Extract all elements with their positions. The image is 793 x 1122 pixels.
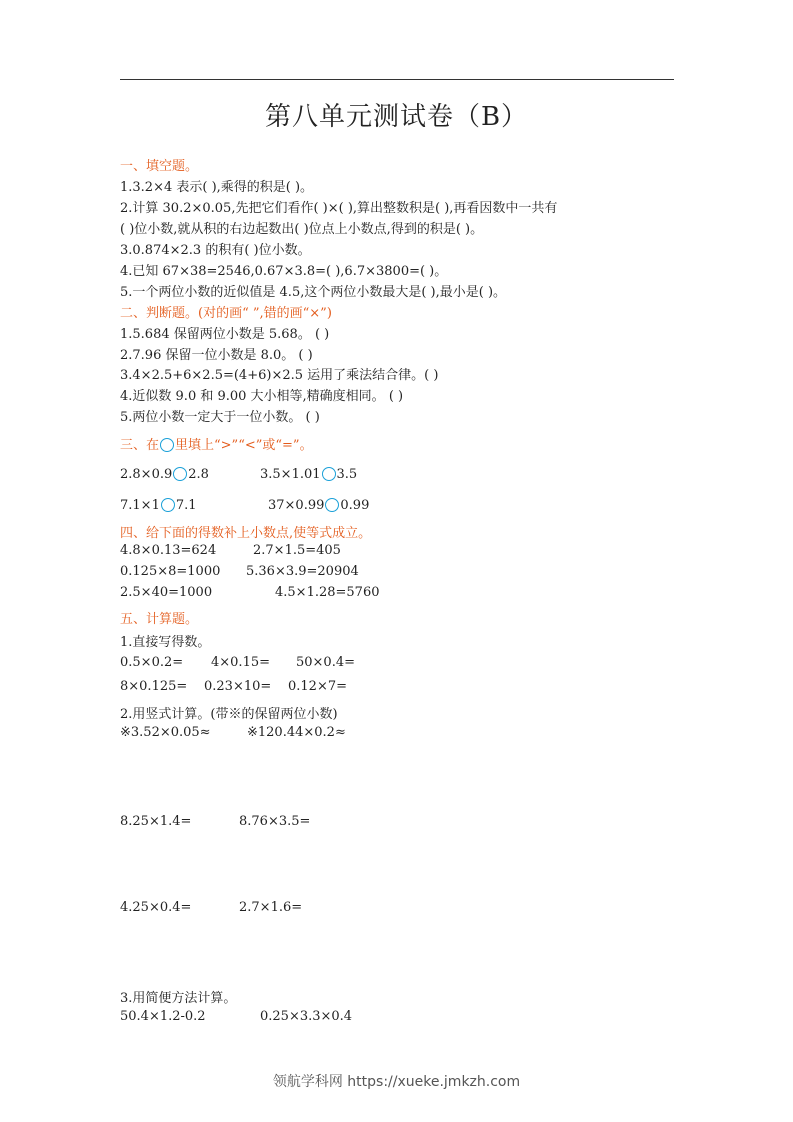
circle-icon [160,438,174,452]
calc-part-2: 2.用竖式计算。(带※的保留两位小数) [120,707,338,722]
direct-item: 0.5×0.2= [120,655,184,670]
compare-circle[interactable] [325,498,339,512]
direct-item: 0.12×7= [288,679,348,694]
compare-right: 0.99 [340,498,370,513]
section-5-heading: 五、计算题。 [120,612,199,627]
vertical-item: ※3.52×0.05≈ [120,725,211,740]
decimal-item: 5.36×3.9=20904 [246,564,359,579]
fill-question-1: 1.3.2×4 表示( ),乘得的积是( )。 [120,180,314,195]
vertical-item: ※120.44×0.2≈ [247,725,346,740]
judge-question-5: 5.两位小数一定大于一位小数。 ( ) [120,410,320,425]
section-4-heading: 四、给下面的得数补上小数点,使等式成立。 [120,526,372,541]
compare-circle[interactable] [322,467,336,481]
simplify-item: 0.25×3.3×0.4 [260,1009,353,1024]
judge-question-4: 4.近似数 9.0 和 9.00 大小相等,精确度相同。 ( ) [120,389,404,404]
decimal-item: 2.7×1.5=405 [253,543,341,558]
decimal-item: 4.5×1.28=5760 [275,585,380,600]
compare-left: 7.1×1 [120,498,160,513]
compare-circle[interactable] [173,467,187,481]
decimal-item: 2.5×40=1000 [120,585,213,600]
section-2-heading: 二、判断题。(对的画“ ”,错的画“×”) [120,306,332,321]
fill-question-5: 5.一个两位小数的近似值是 4.5,这个两位小数最大是( ),最小是( )。 [120,285,507,300]
direct-item: 50×0.4= [296,655,356,670]
judge-question-2: 2.7.96 保留一位小数是 8.0。 ( ) [120,348,313,363]
vertical-item: 4.25×0.4= [120,900,192,915]
footer-watermark: 领航学科网 https://xueke.jmkzh.com [272,1074,521,1090]
vertical-item: 8.25×1.4= [120,814,192,829]
direct-item: 8×0.125= [120,679,188,694]
decimal-item: 4.8×0.13=624 [120,543,217,558]
compare-item-4 [268,498,369,513]
vertical-item: 2.7×1.6= [239,900,303,915]
compare-item-2 [260,467,357,482]
decimal-item: 0.125×8=1000 [120,564,221,579]
section-3-heading-post: 里填上“>”“<”或“=”。 [175,438,313,453]
fill-question-2-line-2: ( )位小数,就从积的右边起数出( )位点上小数点,得到的积是( )。 [120,222,484,237]
fill-question-2-line-1: 2.计算 30.2×0.05,先把它们看作( )×( ),算出整数积是( ),再看因数中一共有 [120,201,558,216]
vertical-item: 8.76×3.5= [239,814,311,829]
page-title: 第八单元测试卷（B） [264,102,529,132]
fill-question-4: 4.已知 67×38=2546,0.67×3.8=( ),6.7×3800=( )。 [120,264,448,279]
compare-left: 2.8×0.9 [120,467,173,482]
compare-right: 3.5 [336,467,358,482]
calc-part-3: 3.用简便方法计算。 [120,991,237,1006]
compare-right: 2.8 [188,467,209,482]
simplify-item: 50.4×1.2-0.2 [120,1009,206,1024]
section-3-heading [120,434,313,453]
compare-item-3 [120,498,197,513]
compare-right: 7.1 [175,498,197,513]
judge-question-3: 3.4×2.5+6×2.5=(4+6)×2.5 运用了乘法结合律。( ) [120,368,439,383]
direct-item: 4×0.15= [211,655,271,670]
compare-left: 37×0.99 [268,498,325,513]
header-rule [120,79,674,80]
judge-question-1: 1.5.684 保留两位小数是 5.68。 ( ) [120,327,330,342]
direct-item: 0.23×10= [204,679,272,694]
fill-question-3: 3.0.874×2.3 的积有( )位小数。 [120,243,311,258]
compare-item-1 [120,467,209,482]
section-3-heading-pre: 三、在 [120,438,160,453]
calc-part-1: 1.直接写得数。 [120,635,211,650]
section-1-heading: 一、填空题。 [120,159,199,174]
compare-circle[interactable] [161,498,175,512]
compare-left: 3.5×1.01 [260,467,321,482]
